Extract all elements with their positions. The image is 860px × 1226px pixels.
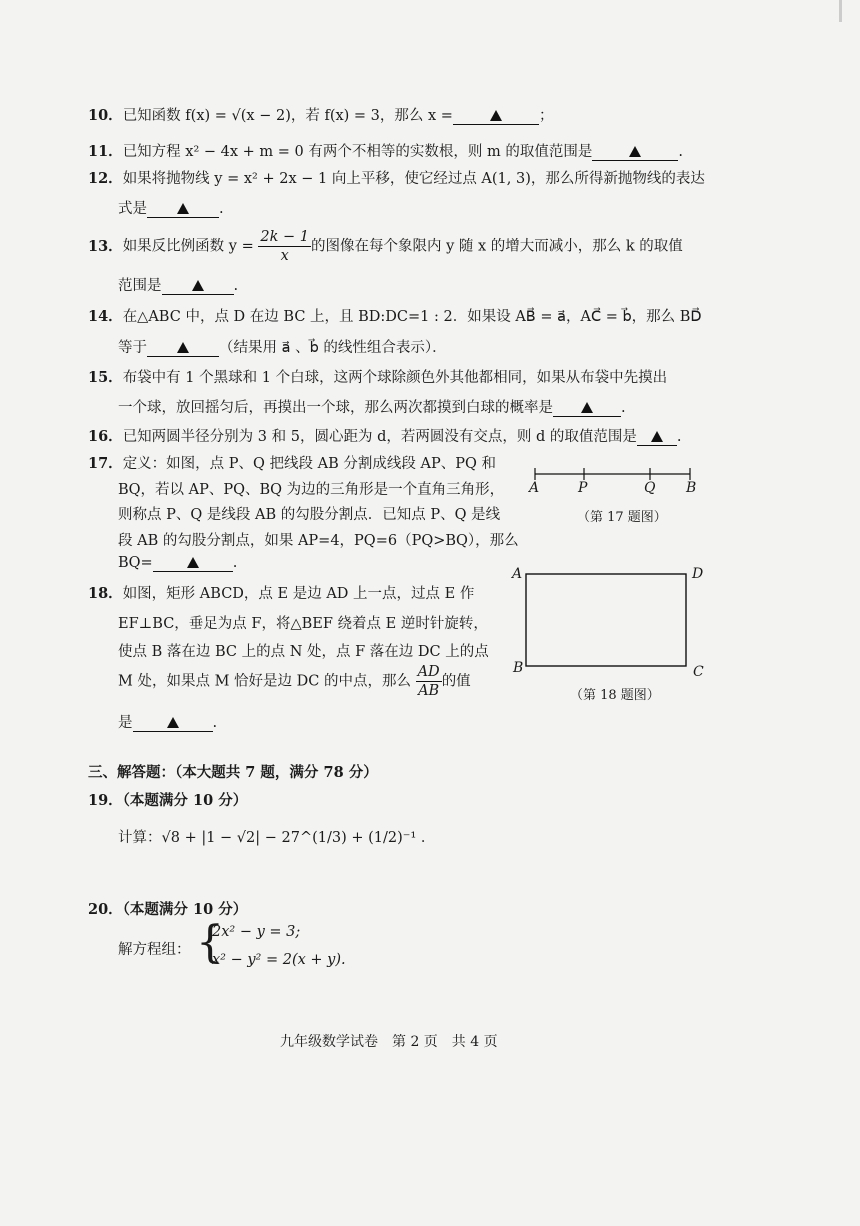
numerator: AD [417,664,440,680]
answer-triangle-icon [187,557,199,568]
question-15 [88,366,667,387]
question-text: 已知方程 x² − 4x + m = 0 有两个不相等的实数根，则 m 的取值范围是 [122,144,593,160]
question-20-heading: 20．（本题满分 10 分） [88,901,248,918]
equation-1: 2x² − y = 3; [212,924,301,940]
question-number: 18． [88,585,123,602]
vertex-label-d: D [692,566,704,582]
question-text: BQ，若以 AP、PQ、BQ 为边的三角形是一个直角三角形， [118,482,505,498]
question-number: 15． [88,369,123,386]
question-number: 13． [88,237,123,255]
answer-blank [133,715,213,732]
question-17-line5: BQ= . [118,555,238,571]
question-12 [88,167,705,188]
question-10: 10．已知函数 f(x) = √(x − 2)，若 f(x) = 3，那么 x = ； [88,104,553,125]
question-13-line2: 范围是 . [118,278,239,294]
denominator: x [280,248,289,264]
answer-triangle-icon [629,146,641,157]
vertex-label-a: A [512,566,523,582]
point-label-q: Q [644,480,656,496]
question-19-expression: 计算：√8 + |1 − √2| − 27^(1/3) + (1/2)⁻¹ ． [118,830,436,846]
question-17 [88,452,496,473]
question-11: 11．已知方程 x² − 4x + m = 0 有两个不相等的实数根，则 m 的取值范围是 . [88,140,683,161]
answer-blank [153,555,233,572]
answer-triangle-icon [490,110,502,121]
point-label-a: A [529,480,540,496]
answer-blank [147,201,219,218]
fraction [416,663,442,700]
question-number: 17． [88,455,123,472]
question-text: 的值 [441,673,471,690]
question-14-line2 [118,336,447,357]
question-12-line2: 式是 . [118,201,224,217]
left-brace: { [196,917,224,968]
question-number: 12． [88,170,123,187]
question-text: M 处，如果点 M 恰好是边 DC 的中点，那么 [118,673,411,690]
question-17-line4 [118,529,519,550]
question-18 [88,582,474,603]
question-text: 范围是 [118,278,162,294]
question-18-line2 [118,612,488,633]
question-18-line4 [118,663,471,700]
denominator: AB [418,683,440,699]
question-15-line2: 一个球，放回摇匀后，再摸出一个球，那么两次都摸到白球的概率是 . [118,400,626,416]
question-text: 已知两圆半径分别为 3 和 5，圆心距为 d，若两圆没有交点，则 d 的取值范围是 [122,429,637,445]
point-label-b: B [686,480,697,496]
question-text: 等于 [118,340,147,356]
question-text: 如图，矩形 ABCD，点 E 是边 AD 上一点，过点 E 作 [122,586,475,602]
answer-blank [147,340,219,357]
question-text: 在△ABC 中，点 D 在边 BC 上，且 BD:DC=1 : 2．如果设 AB⃗ = a⃗，AC⃗ = b⃗，那么 BD⃗ [122,309,702,325]
question-text: BQ= [118,555,153,571]
section-3-title: 三、解答题：（本大题共 7 题，满分 78 分） [88,764,378,781]
question-text: （结果用 a⃗ 、b⃗ 的线性组合表示）． [219,340,447,356]
question-number: 11． [88,143,123,160]
page-footer: 九年级数学试卷 第 2 页 共 4 页 [280,1034,498,1050]
question-text: 使点 B 落在边 BC 上的点 N 处，点 F 落在边 DC 上的点 [118,644,489,660]
answer-blank [553,400,621,417]
figure-18-caption: （第 18 题图） [570,688,660,703]
question-text: 则称点 P、Q 是线段 AB 的勾股分割点．已知点 P、Q 是线 [118,507,501,523]
numerator: 2k − 1 [260,229,309,245]
question-16: 16．已知两圆半径分别为 3 和 5，圆心距为 d，若两圆没有交点，则 d 的取值范围是 . [88,425,681,446]
scan-artifact [839,0,842,22]
question-text: 如果将抛物线 y = x² + 2x − 1 向上平移，使它经过点 A(1, 3)，那么所得新抛物线的表达 [122,171,705,187]
vertex-label-c: C [693,664,704,680]
question-20-system [118,938,191,959]
answer-blank [592,144,678,161]
answer-blank [162,278,234,295]
figure-17-segment [520,460,710,500]
question-14 [88,305,702,326]
answer-blank [637,429,677,446]
fraction [258,228,311,265]
question-number: 10． [88,107,123,124]
answer-triangle-icon [167,717,179,728]
answer-triangle-icon [177,342,189,353]
question-text: 如果反比例函数 y = [122,238,254,255]
question-17-line3 [118,503,500,524]
question-19-heading: 19．（本题满分 10 分） [88,792,248,809]
question-text: 布袋中有 1 个黑球和 1 个白球，这两个球除颜色外其他都相同，如果从布袋中先摸出 [122,370,668,386]
question-text: 是 [118,715,133,731]
question-17-line2 [118,478,504,499]
question-text: 段 AB 的勾股分割点，如果 AP=4，PQ=6（PQ>BQ），那么 [118,533,519,549]
answer-triangle-icon [177,203,189,214]
question-text: 已知函数 f(x) = √(x − 2)，若 f(x) = 3，那么 x = [122,108,453,124]
answer-triangle-icon [581,402,593,413]
equation-2: x² − y² = 2(x + y). [212,952,346,968]
point-label-p: P [578,480,588,496]
vertex-label-b: B [513,660,524,676]
question-text: 定义：如图，点 P、Q 把线段 AB 分割成线段 AP、PQ 和 [122,456,496,472]
figure-17-caption: （第 17 题图） [577,510,667,525]
question-number: 14． [88,308,123,325]
question-text: 式是 [118,201,147,217]
answer-blank [453,108,539,125]
question-text: 解方程组： [118,942,191,958]
question-18-line3 [118,640,489,661]
answer-triangle-icon [192,280,204,291]
question-number: 16． [88,428,123,445]
question-text: 的图像在每个象限内 y 随 x 的增大而减小，那么 k 的取值 [310,238,683,255]
answer-triangle-icon [651,431,663,442]
question-text: EF⊥BC，垂足为点 F，将△BEF 绕着点 E 逆时针旋转， [118,616,488,632]
question-text: 一个球，放回摇匀后，再摸出一个球，那么两次都摸到白球的概率是 [118,400,553,416]
question-13 [88,228,683,265]
question-18-line5: 是 . [118,715,218,731]
figure-18-rectangle [520,568,692,672]
